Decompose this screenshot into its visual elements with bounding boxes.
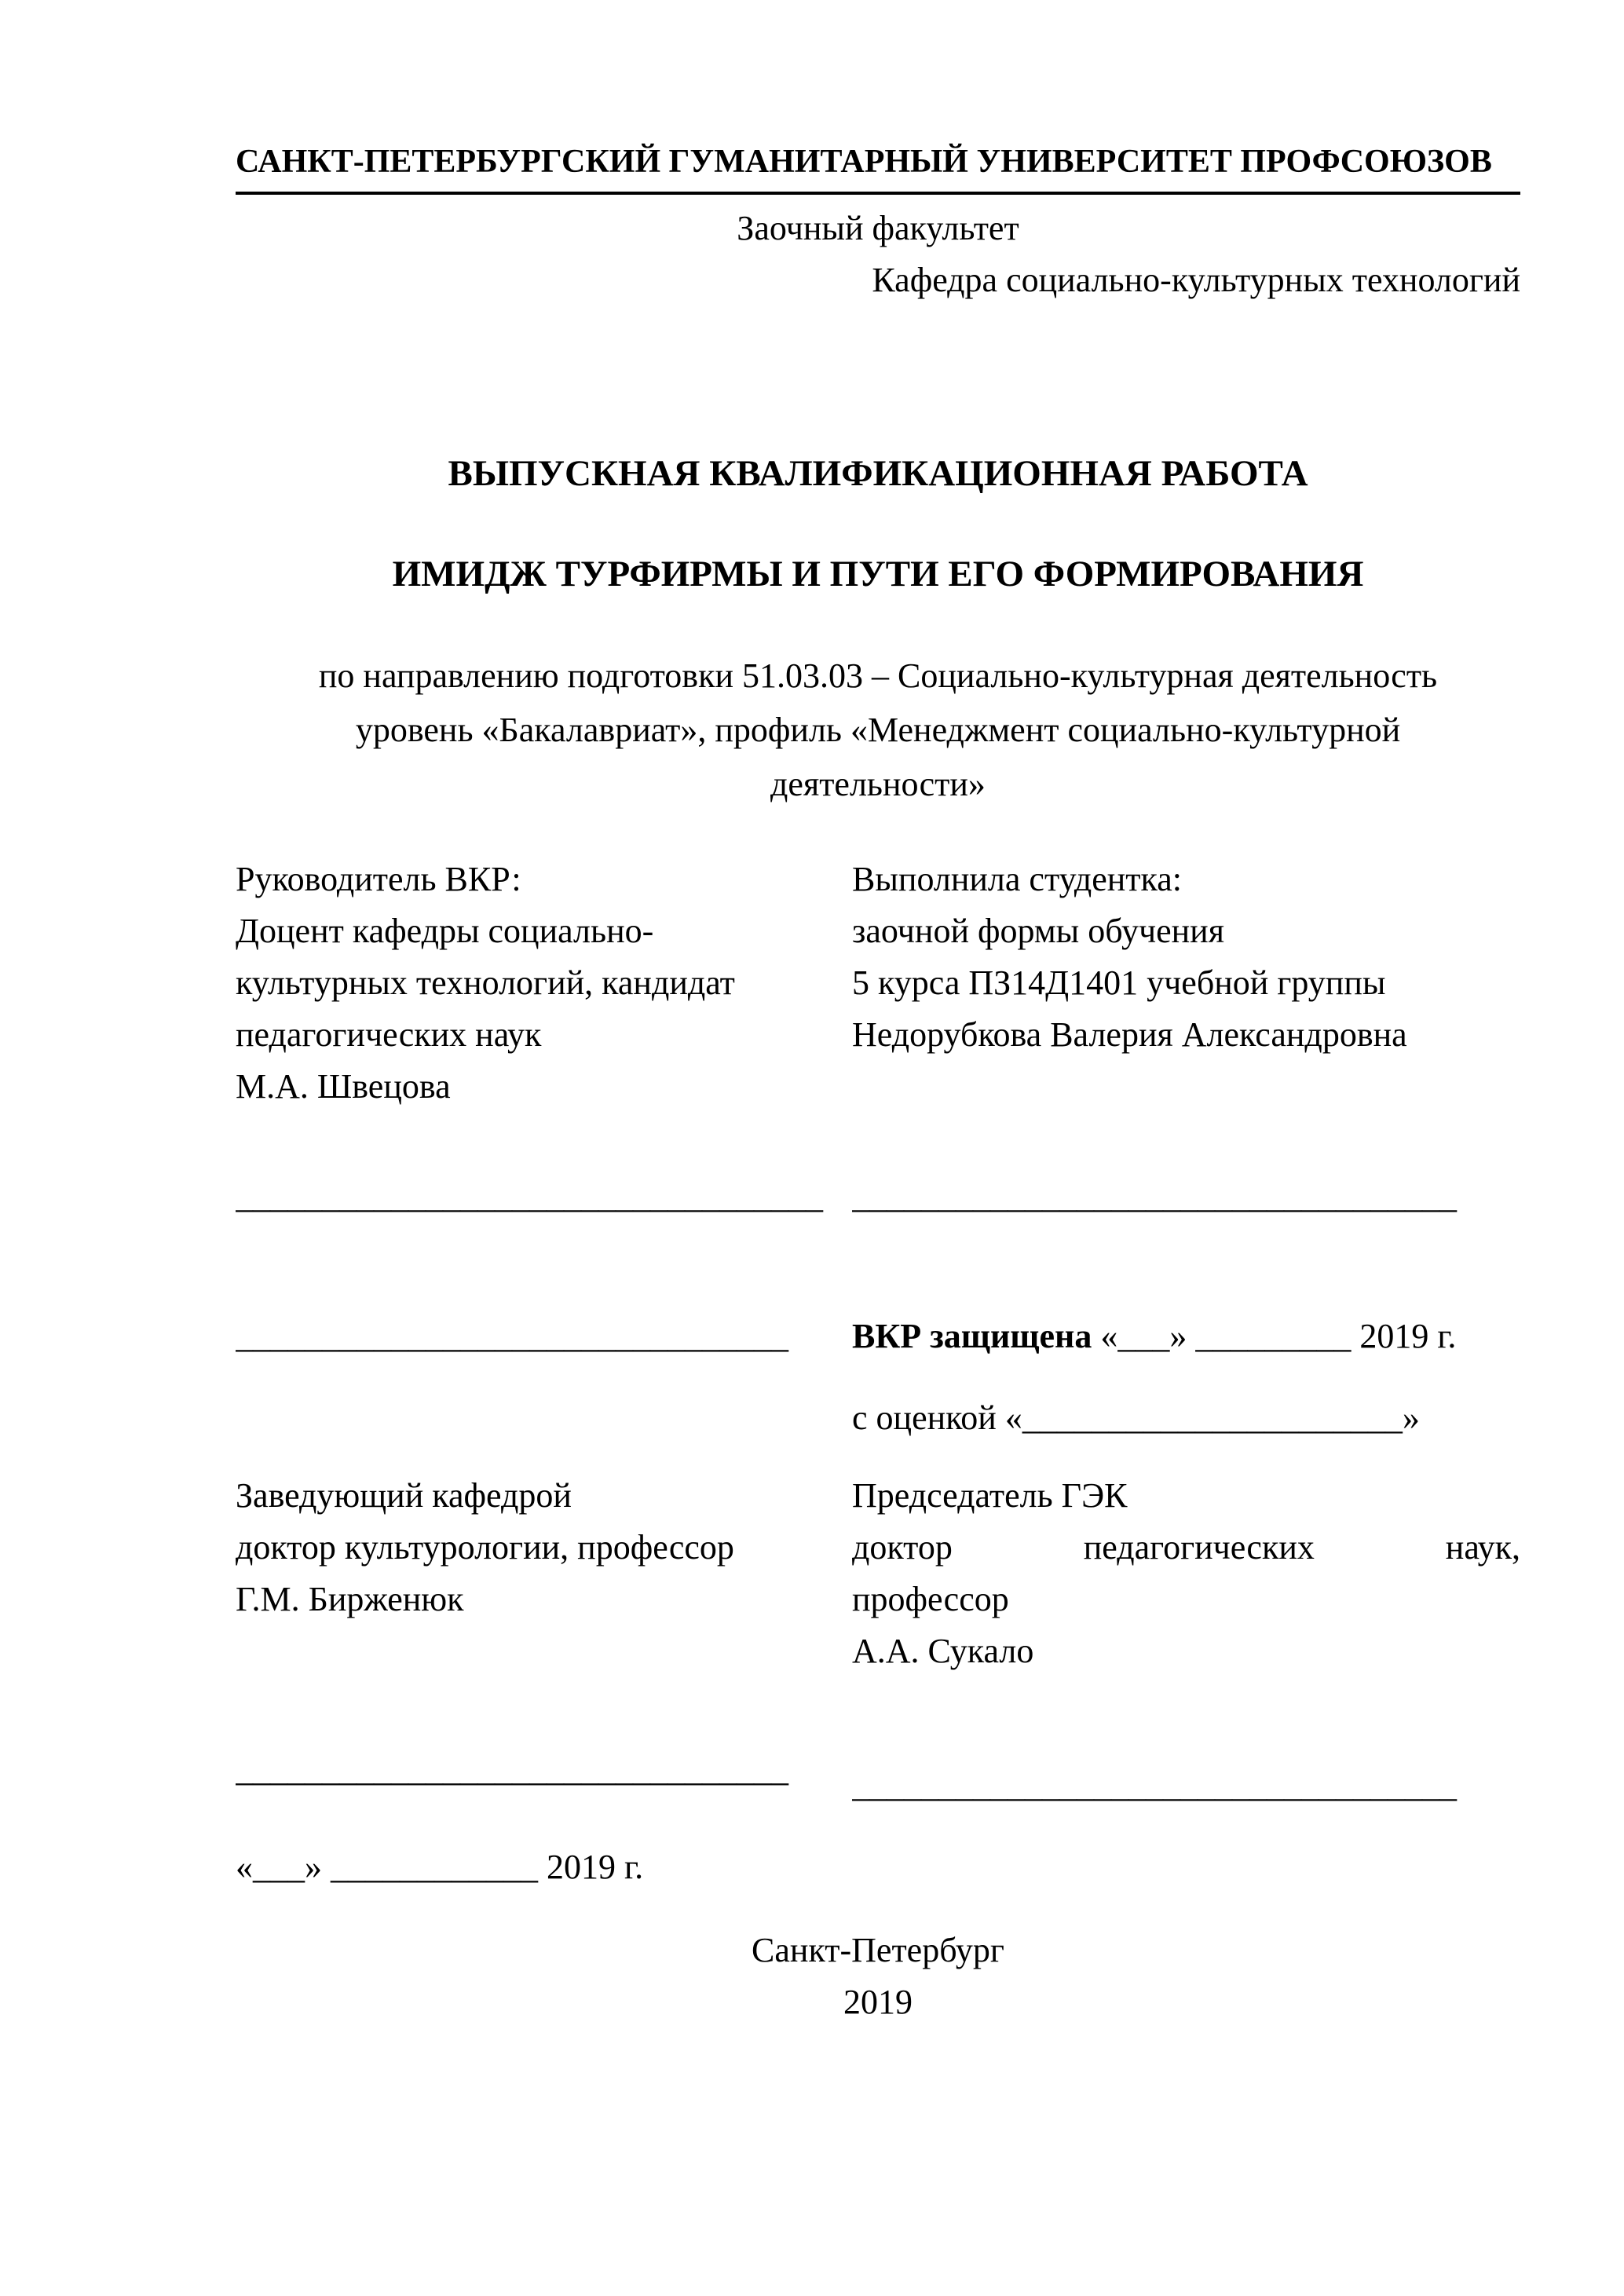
defense-date-line — [852, 1311, 1520, 1362]
grade-row-spacer — [236, 1392, 852, 1444]
student-name: Недорубкова Валерия Александровна — [852, 1015, 1407, 1054]
city-year-block — [236, 1925, 1520, 2028]
program-info — [236, 649, 1520, 811]
signature-row-2 — [236, 1311, 1520, 1362]
signature-row-3 — [236, 1744, 1520, 1812]
gek-chair-name: А.А. Сукало — [852, 1632, 1034, 1670]
signature-line-2: ________________________________ — [236, 1317, 788, 1355]
signature-line-head: ________________________________ — [236, 1750, 788, 1789]
supervisor-title-line-2: культурных технологий, кандидат — [236, 963, 735, 1002]
gek-chair-line-2: доктор педагогических наук, — [852, 1528, 1520, 1567]
department-name: Кафедра социально-культурных технологий — [872, 261, 1520, 299]
head-date-line: «___» ____________ 2019 г. — [236, 1848, 644, 1886]
student-line-2: 5 курса ПЗ14Д1401 учебной группы — [852, 963, 1386, 1002]
thesis-title: ИМИДЖ ТУРФИРМЫ И ПУТИ ЕГО ФОРМИРОВАНИЯ — [392, 554, 1364, 594]
defense-date-blank: «___» _________ 2019 г. — [1100, 1317, 1457, 1355]
program-line-3: деятельности» — [770, 765, 986, 803]
supervisor-block — [236, 854, 852, 1113]
university-name: САНКТ-ПЕТЕРБУРГСКИЙ ГУМАНИТАРНЫЙ УНИВЕРСИТЕТ ПРОФСОЮЗОВ — [236, 140, 1520, 195]
supervisor-student-block — [236, 854, 1520, 1113]
work-type-heading: ВЫПУСКНАЯ КВАЛИФИКАЦИОННАЯ РАБОТА — [448, 453, 1308, 494]
faculty-name: Заочный факультет — [737, 209, 1019, 247]
signature-line-student: ___________________________________ — [852, 1177, 1457, 1216]
student-label: Выполнила студентка: — [852, 860, 1182, 898]
program-line-1: по направлению подготовки 51.03.03 – Социально-культурная деятельность — [318, 656, 1438, 695]
year: 2019 — [843, 1983, 913, 2021]
program-line-2: уровень «Бакалавриат», профиль «Менеджмент социально-культурной — [355, 711, 1401, 749]
department-head-name: Г.М. Бирженюк — [236, 1580, 464, 1618]
grade-line: с оценкой «______________________» — [852, 1398, 1420, 1437]
defense-label: ВКР защищена — [852, 1317, 1092, 1355]
department-head-line-2: доктор культурологии, профессор — [236, 1528, 734, 1567]
city: Санкт-Петербург — [752, 1931, 1004, 1969]
supervisor-name: М.А. Швецова — [236, 1067, 451, 1106]
officials-block — [236, 1470, 1520, 1677]
gek-chair-line-1: Председатель ГЭК — [852, 1476, 1128, 1515]
supervisor-title-line-1: Доцент кафедры социально- — [236, 912, 654, 950]
signature-line-supervisor: __________________________________ — [236, 1177, 823, 1216]
department-head-block — [236, 1470, 852, 1677]
signature-line-chair: ___________________________________ — [852, 1766, 1457, 1804]
supervisor-title-line-3: педагогических наук — [236, 1015, 542, 1054]
grade-row — [236, 1392, 1520, 1444]
student-block — [852, 854, 1520, 1113]
gek-chair-line-3: профессор — [852, 1580, 1009, 1618]
gek-chair-block — [852, 1470, 1520, 1677]
department-head-line-1: Заведующий кафедрой — [236, 1476, 572, 1515]
supervisor-label: Руководитель ВКР: — [236, 860, 521, 898]
student-line-1: заочной формы обучения — [852, 912, 1224, 950]
signature-row-1 — [236, 1171, 1520, 1223]
